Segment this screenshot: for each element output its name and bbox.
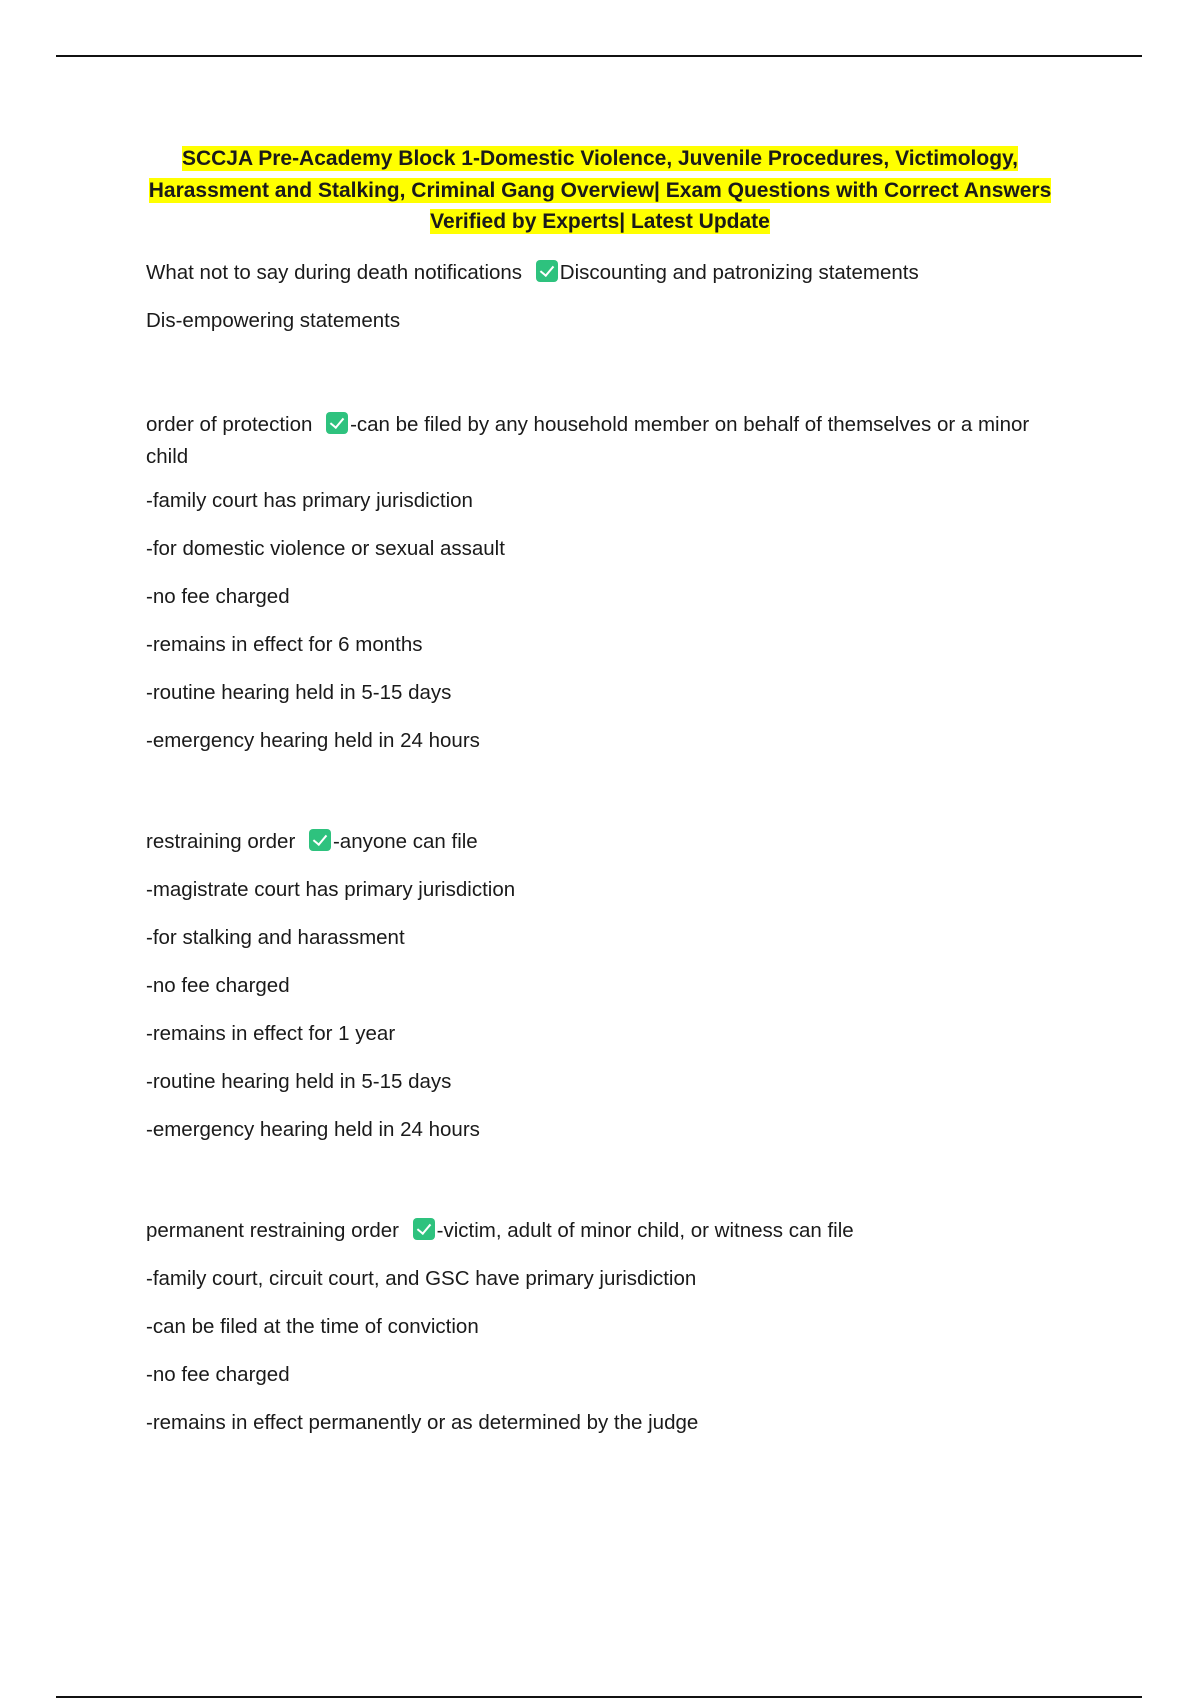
answer-line: -can be filed at the time of conviction: [146, 1315, 479, 1338]
answer-line: -no fee charged: [146, 1363, 290, 1386]
answer-line: -for stalking and harassment: [146, 926, 405, 949]
document-body: [146, 260, 1076, 1459]
question-line: [146, 409, 1076, 473]
question-term: restraining order: [146, 830, 296, 853]
check-mark-icon: [326, 412, 348, 434]
answer-first: -anyone can file: [332, 830, 478, 853]
question-term: order of protection: [146, 413, 313, 436]
check-mark-icon: [413, 1218, 435, 1240]
answer-line: -no fee charged: [146, 974, 290, 997]
answer-line: -family court, circuit court, and GSC have primary jurisdiction: [146, 1267, 697, 1290]
question-term: What not to say during death notifications: [146, 261, 523, 284]
title-line-1: SCCJA Pre-Academy Block 1-Domestic Violence, Juvenile Procedures, Victimology,: [181, 147, 1019, 170]
answer-first: Discounting and patronizing statements: [559, 261, 919, 284]
answer-line: -routine hearing held in 5-15 days: [146, 681, 452, 704]
answer-line: -no fee charged: [146, 585, 290, 608]
top-rule: [56, 55, 1142, 57]
answer-line: -remains in effect for 1 year: [146, 1022, 396, 1045]
question-line: [146, 1218, 1076, 1243]
answer-first: -victim, adult of minor child, or witness can file: [436, 1219, 854, 1242]
check-mark-icon: [536, 260, 558, 282]
check-mark-icon: [309, 829, 331, 851]
answer-line: -emergency hearing held in 24 hours: [146, 729, 480, 752]
answer-line: -emergency hearing held in 24 hours: [146, 1118, 480, 1141]
qa-card: [146, 1218, 1076, 1435]
answer-line: -magistrate court has primary jurisdiction: [146, 878, 516, 901]
qa-card: [146, 260, 1076, 333]
title-line-2: Harassment and Stalking, Criminal Gang Overview| Exam Questions with Correct Answers: [148, 178, 1052, 202]
answer-line: -family court has primary jurisdiction: [146, 489, 473, 512]
bottom-rule: [56, 1696, 1142, 1698]
answer-line: -remains in effect permanently or as determined by the judge: [146, 1411, 699, 1434]
answer-first: -can be filed by any household member on behalf of themselves or a minor child: [146, 413, 1030, 468]
title-line-3: Verified by Experts| Latest Update: [430, 210, 770, 233]
answer-line: -routine hearing held in 5-15 days: [146, 1070, 452, 1093]
answer-line: Dis-empowering statements: [146, 309, 401, 332]
answer-line: -remains in effect for 6 months: [146, 633, 423, 656]
answer-line: -for domestic violence or sexual assault: [146, 537, 505, 560]
qa-card: [146, 829, 1076, 1142]
qa-card: [146, 409, 1076, 753]
question-line: [146, 829, 1076, 854]
question-line: [146, 260, 1076, 285]
document-title: [140, 143, 1060, 238]
question-term: permanent restraining order: [146, 1219, 399, 1242]
